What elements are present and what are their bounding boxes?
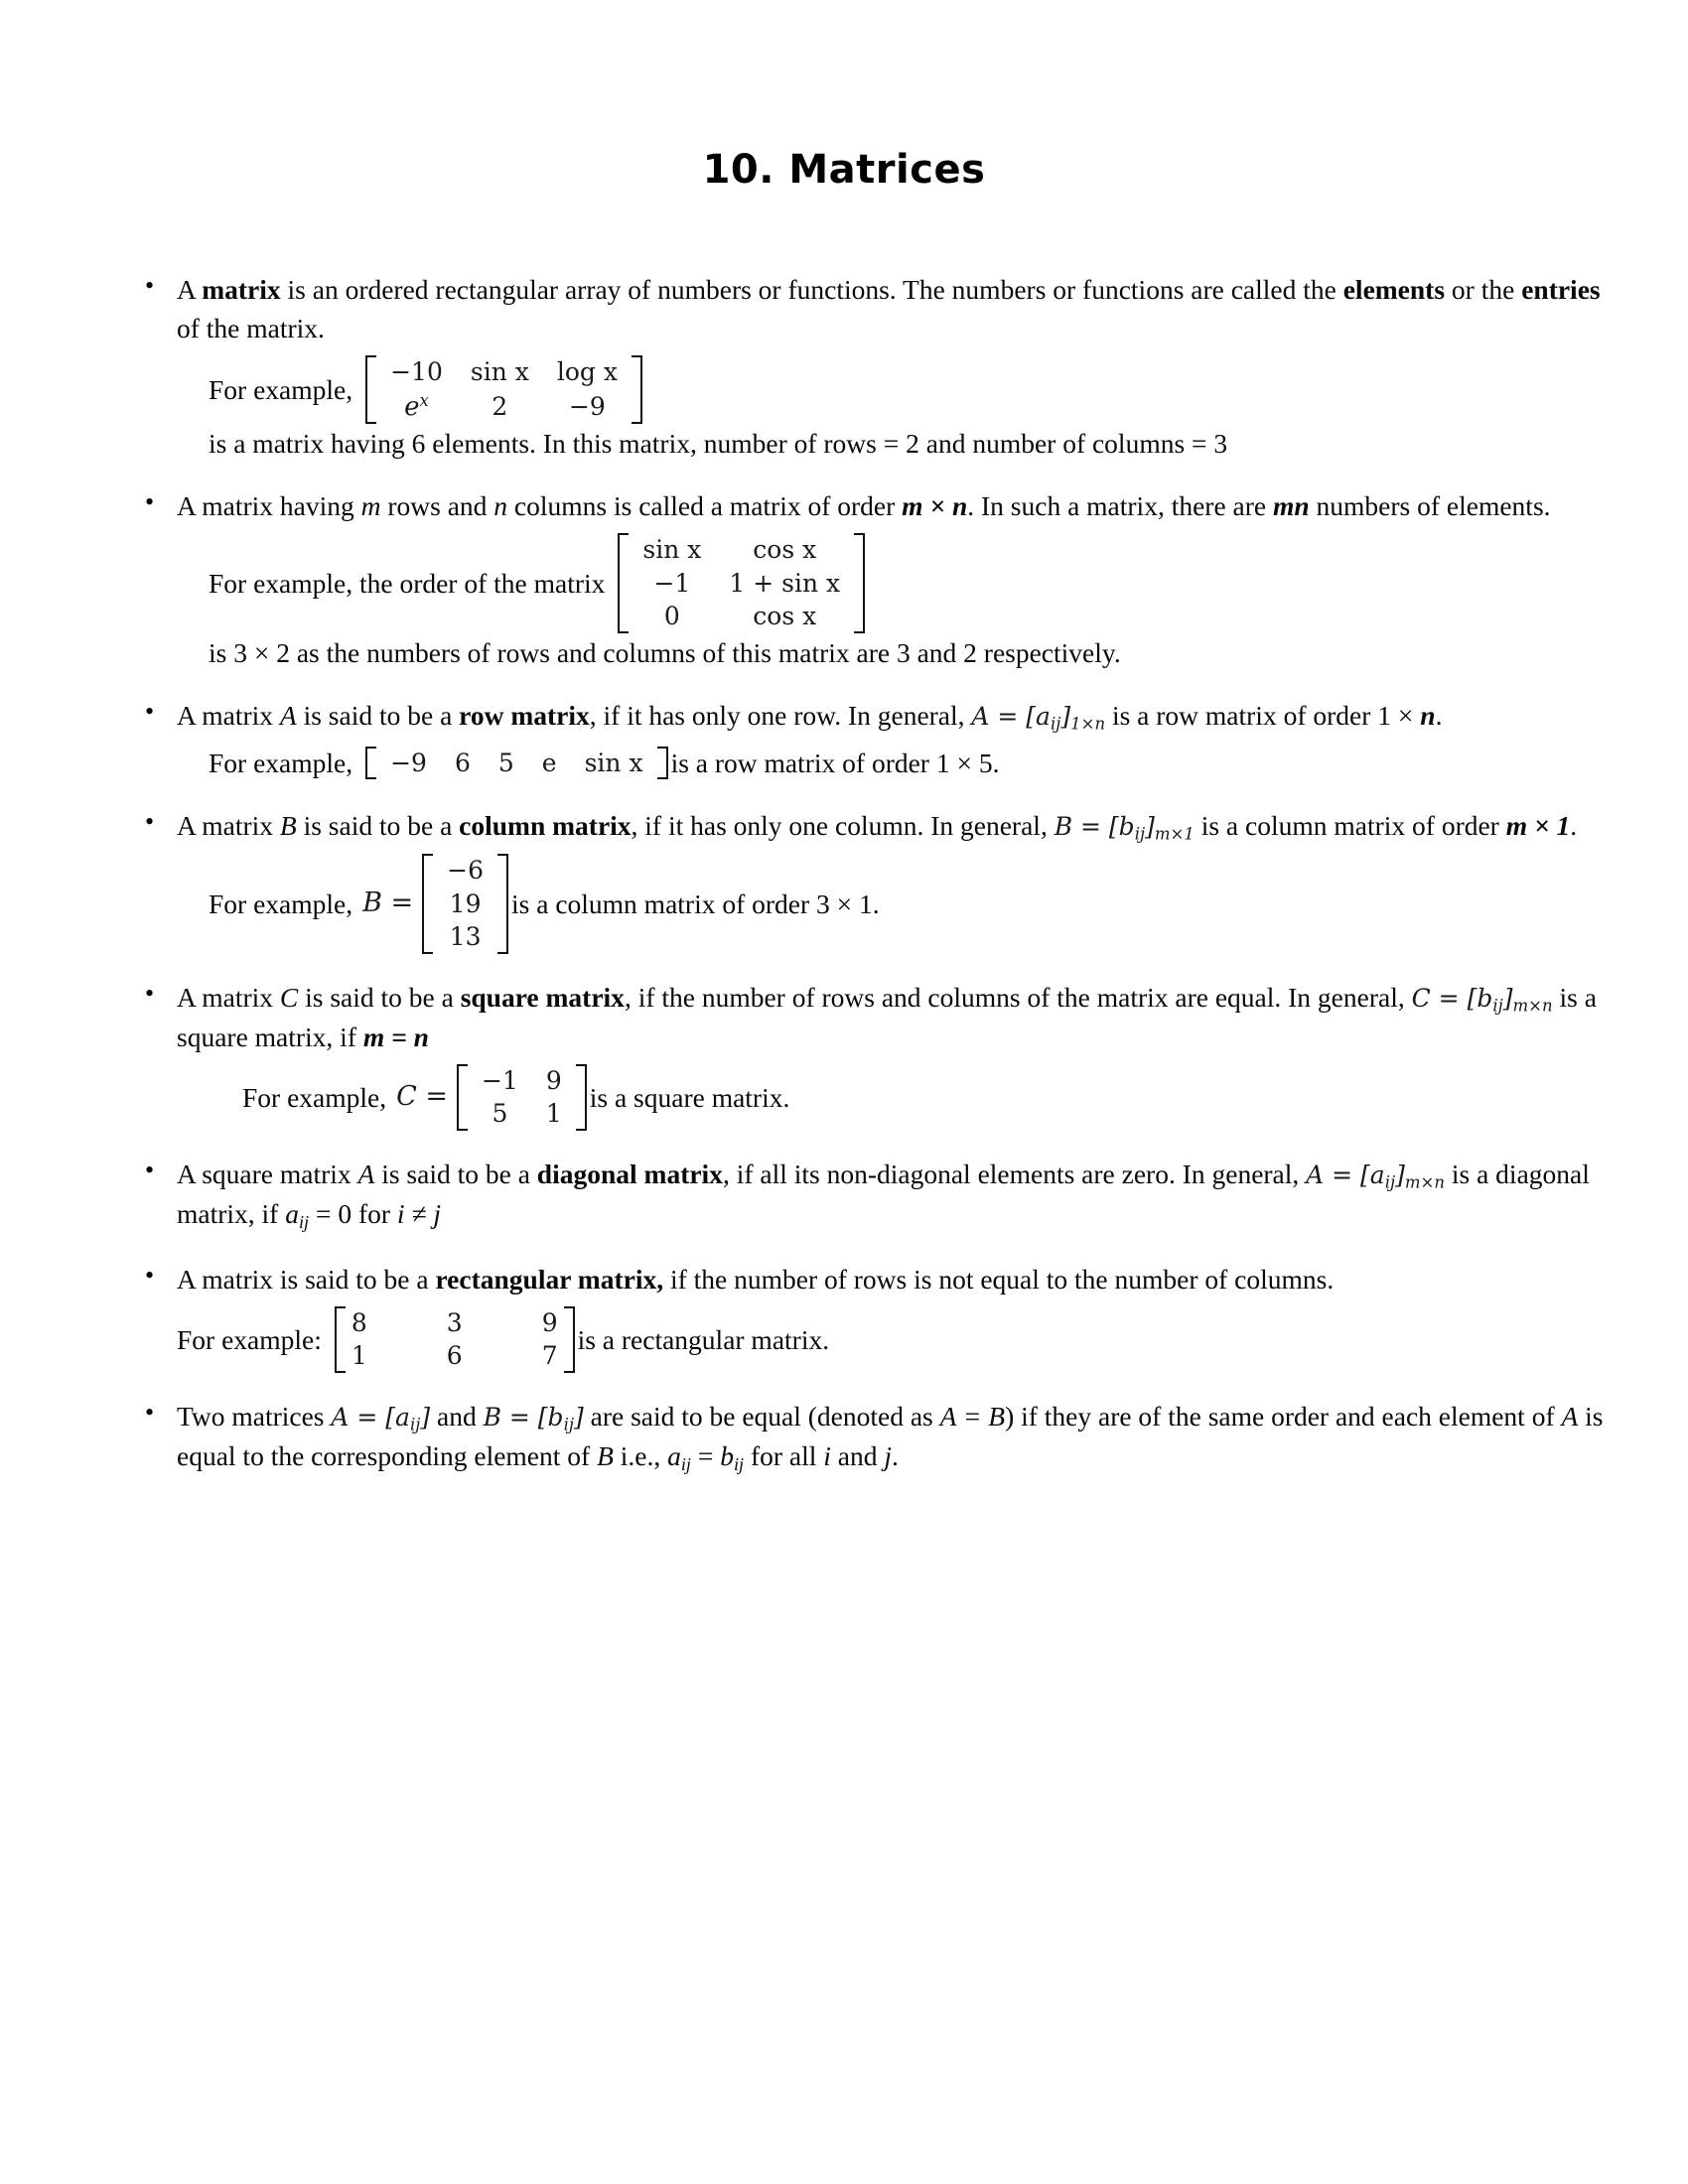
order-example-tail: is 3 × 2 as the numbers of rows and columns of this matrix are 3 and 2 respectively. (209, 636, 1121, 668)
order-example (177, 533, 1609, 672)
expr-B-close: ] (573, 1402, 584, 1432)
column-matrix-var-B: B (279, 810, 297, 842)
example-label-1: For example, (209, 374, 353, 406)
matrix-1 (376, 355, 632, 424)
matrix-cell: 2 (492, 391, 508, 421)
bullet-order (139, 486, 1609, 672)
equal-matrices-text-d: ) if they are of the same order and each element of (1005, 1400, 1562, 1432)
equal-eq-b-sub: ij (733, 1453, 745, 1474)
diagonal-matrix-var-A: A (357, 1158, 375, 1189)
matrix-1-brackets (365, 355, 642, 424)
row-matrix-example-tail: is a row matrix of order 1 × 5. (670, 748, 1000, 778)
row-matrix-term: row matrix (459, 699, 590, 731)
example-label-5: For example, (242, 1081, 387, 1113)
matrix-cell-base: e (404, 391, 420, 422)
rectangular-matrix-example (177, 1306, 1609, 1373)
matrix-cell: −1 (653, 568, 691, 598)
matrix-row (346, 1306, 564, 1340)
matrix-cell: cos x (753, 602, 817, 631)
diagonal-matrix-text-d: is a diagonal matrix, if (177, 1158, 1590, 1229)
notes-bullet-list (139, 270, 1609, 1477)
equal-expr-B (484, 1403, 584, 1432)
matrix-cell: 8 (351, 1307, 367, 1337)
column-matrix-text (177, 806, 1609, 846)
bracket-left-icon (365, 747, 376, 780)
square-matrix-term: square matrix (460, 981, 625, 1013)
matrix-row (468, 1064, 576, 1098)
square-matrix-example (177, 1064, 1609, 1131)
matrix-cell (376, 389, 457, 425)
rectangular-matrix-text (177, 1260, 1609, 1298)
definition-term-entries: entries (1521, 274, 1601, 305)
matrix-rectangular (346, 1306, 564, 1373)
equal-matrices-var-i: i (823, 1439, 831, 1471)
column-matrix-eq-label: B = (362, 887, 414, 919)
matrix-cell: sin x (584, 748, 643, 777)
matrix-cell: 0 (663, 602, 680, 631)
equal-matrices-text-b: and (430, 1400, 484, 1432)
square-matrix-var-C: C (279, 981, 299, 1013)
matrix-cell: 7 (541, 1341, 558, 1371)
bracket-right-icon (657, 747, 668, 780)
square-matrix-text-b: is said to be a (298, 981, 461, 1013)
diagonal-matrix-general-expr (1306, 1160, 1445, 1192)
matrix-cell: 6 (446, 1341, 463, 1371)
definition-example-tail: is a matrix having 6 elements. In this matrix, number of rows = 2 and number of columns = 3 (209, 428, 1228, 460)
document-content (0, 270, 1688, 1477)
matrix-row (376, 355, 632, 389)
bracket-right-icon (854, 533, 865, 633)
general-expr-base: C = [b (1411, 983, 1493, 1013)
expr-A-sub: ij (409, 1415, 421, 1434)
matrix-row (433, 854, 497, 887)
example-label-2: For example, the order of the matrix (209, 568, 606, 600)
matrix-cell: −9 (568, 391, 606, 421)
bracket-right-icon (632, 355, 642, 424)
equal-matrices-text-c: are said to be equal (denoted as (583, 1400, 940, 1432)
square-matrix-text-c: , if the number of rows and columns of the matrix are equal. In general, (624, 981, 1412, 1013)
matrix-cell: sin x (642, 535, 702, 565)
matrix-cell: 5 (492, 1099, 508, 1129)
order-mn: mn (1272, 490, 1310, 522)
general-expr-sub: ij (1050, 714, 1061, 734)
equal-eq-mid: = (690, 1439, 721, 1471)
matrix-cell: sin x (470, 357, 529, 387)
rectangular-matrix-text-a: A matrix is said to be a (177, 1263, 436, 1295)
order-text-c: columns is called a matrix of order (507, 490, 903, 522)
row-matrix-brackets (365, 747, 667, 780)
general-expr-close: ] (1395, 1160, 1405, 1189)
row-matrix-text-e: . (1435, 699, 1443, 731)
order-text-b: rows and (380, 490, 494, 522)
bracket-left-icon (422, 854, 433, 954)
general-expr-close: ] (1502, 983, 1513, 1013)
general-expr-base: A = [a (971, 701, 1051, 731)
diagonal-cond-sub: ij (298, 1211, 310, 1232)
equal-matrices-var-j: j (884, 1439, 892, 1471)
matrix-cell: 9 (545, 1065, 562, 1095)
equal-matrices-text-e: is equal to the corresponding element of (177, 1400, 1604, 1471)
diagonal-cond-base: a (285, 1197, 299, 1229)
general-expr-sub: ij (1384, 1172, 1396, 1192)
column-matrix-text-a: A matrix (177, 810, 280, 842)
matrix-cell: 13 (449, 922, 482, 952)
matrix-row (346, 1339, 564, 1373)
column-matrix-order: m × 1 (1505, 810, 1571, 842)
example-label-4: For example, (209, 887, 353, 919)
column-matrix-text-c: , if it has only one column. In general, (631, 810, 1055, 842)
square-matrix-text (177, 978, 1609, 1056)
diagonal-matrix-text-c: , if all its non-diagonal elements are zero. In general, (722, 1158, 1307, 1189)
general-expr-order: m×n (1512, 996, 1553, 1016)
general-expr-sub: ij (1134, 824, 1146, 844)
definition-term-matrix: matrix (202, 274, 281, 305)
definition-text-d: of the matrix. (177, 313, 325, 344)
matrix-cell: cos x (753, 535, 817, 565)
square-matrix-text-d: is a square matrix, if (177, 981, 1597, 1052)
equal-matrices-text (177, 1397, 1609, 1478)
matrix-row (629, 567, 854, 601)
row-matrix-example (177, 744, 1609, 782)
example-label-7: For example: (177, 1323, 322, 1355)
matrix-row (629, 533, 854, 567)
bracket-left-icon (457, 1064, 468, 1131)
order-text (177, 486, 1609, 525)
definition-text (177, 270, 1609, 347)
matrix-column-vector (433, 854, 497, 954)
general-expr-base: A = [a (1306, 1160, 1385, 1189)
bracket-left-icon (365, 355, 376, 424)
row-matrix-text (177, 696, 1609, 736)
rectangular-matrix-text-b: if the number of rows is not equal to the number of columns. (663, 1263, 1335, 1295)
bullet-definition (139, 270, 1609, 463)
square-matrix-general-expr (1411, 983, 1553, 1016)
general-expr-order: m×1 (1154, 824, 1195, 844)
rectangular-matrix-term: rectangular matrix, (435, 1263, 664, 1295)
bracket-left-icon (618, 533, 629, 633)
general-expr-close: ] (1145, 812, 1155, 842)
bullet-square-matrix (139, 978, 1609, 1131)
definition-text-a: A (177, 274, 203, 305)
matrix-cell: 1 (545, 1099, 562, 1129)
order-text-d: . In such a matrix, there are (967, 490, 1273, 522)
matrix-cell: −9 (390, 748, 427, 777)
matrix-row (376, 389, 632, 425)
row-matrix-text-d: is a row matrix of order 1 × (1105, 699, 1421, 731)
diagonal-cond-mid: = 0 for (309, 1197, 397, 1229)
matrix-cell-exponent: x (419, 390, 429, 410)
column-matrix-term: column matrix (459, 810, 632, 842)
equal-eq-a-sub: ij (680, 1453, 691, 1474)
row-matrix-var-A: A (279, 699, 297, 731)
equal-matrices-text-g: for all (744, 1439, 824, 1471)
matrix-7-brackets (335, 1306, 575, 1373)
equal-expr-A (331, 1403, 430, 1432)
column-matrix-text-d: is a column matrix of order (1194, 810, 1506, 842)
column-matrix-text-b: is said to be a (296, 810, 460, 842)
general-expr-close: ] (1060, 701, 1071, 731)
equal-eq-b: b (720, 1439, 734, 1471)
general-expr-base: B = [b (1054, 812, 1135, 842)
rectangular-matrix-example-tail: is a rectangular matrix. (577, 1323, 830, 1355)
matrix-4-brackets (422, 854, 508, 954)
matrix-cell: 1 (351, 1341, 367, 1371)
diagonal-matrix-text-a: A square matrix (177, 1158, 358, 1189)
expr-A-close: ] (420, 1402, 431, 1432)
bracket-right-icon (497, 854, 508, 954)
matrix-cell: −10 (390, 357, 443, 387)
matrix-cell: 6 (454, 748, 471, 777)
diagonal-matrix-text (177, 1155, 1609, 1236)
general-expr-order: m×n (1404, 1172, 1445, 1192)
equal-matrices-var-A: A (1561, 1400, 1579, 1432)
matrix-cell: 9 (541, 1307, 558, 1337)
row-matrix-text-a: A matrix (177, 699, 280, 731)
column-matrix-example (177, 854, 1609, 954)
square-matrix-condition: m = n (362, 1021, 429, 1052)
expr-A-base: A = [a (331, 1402, 410, 1432)
definition-term-elements: elements (1342, 274, 1446, 305)
definition-example (177, 355, 1609, 463)
bracket-left-icon (335, 1306, 346, 1373)
bullet-column-matrix (139, 806, 1609, 954)
bullet-rectangular-matrix (139, 1260, 1609, 1373)
definition-text-c: or the (1445, 274, 1522, 305)
bracket-right-icon (564, 1306, 575, 1373)
matrix-row (376, 747, 656, 780)
matrix-square (468, 1064, 576, 1131)
column-matrix-text-e: . (1570, 810, 1578, 842)
equal-matrices-text-h: and (830, 1439, 885, 1471)
row-matrix-general-expr (971, 701, 1106, 734)
diagonal-cond-tail: i ≠ j (396, 1197, 442, 1229)
equal-matrices-text-f: i.e., (613, 1439, 668, 1471)
bullet-equal-matrices (139, 1397, 1609, 1478)
example-label-3: For example, (209, 748, 353, 778)
matrix-row-vector (376, 747, 656, 780)
equal-matrices-denote: A = B (939, 1400, 1006, 1432)
column-matrix-example-tail: is a column matrix of order 3 × 1. (511, 887, 880, 919)
order-text-e: numbers of elements. (1309, 490, 1551, 522)
order-var-m: m (360, 490, 381, 522)
row-matrix-order-n: n (1420, 699, 1436, 731)
matrix-row (629, 600, 854, 633)
order-expression: m × n (902, 490, 968, 522)
square-matrix-text-a: A matrix (177, 981, 280, 1013)
page-title: 10. Matrices (702, 147, 986, 193)
row-matrix-text-c: , if it has only one row. In general, (589, 699, 972, 731)
equal-matrices-text-a: Two matrices (177, 1400, 332, 1432)
bracket-right-icon (576, 1064, 587, 1131)
matrix-cell: 5 (497, 748, 514, 777)
row-matrix-text-b: is said to be a (296, 699, 460, 731)
equal-matrices-text-i: . (892, 1439, 899, 1471)
matrix-cell: −6 (447, 856, 485, 886)
square-matrix-eq-label: C = (396, 1080, 448, 1112)
matrix-row (433, 887, 497, 921)
bullet-diagonal-matrix (139, 1155, 1609, 1236)
matrix-row (468, 1097, 576, 1131)
column-matrix-general-expr (1054, 812, 1195, 844)
equal-eq-a: a (667, 1439, 681, 1471)
matrix-cell: 3 (446, 1307, 463, 1337)
matrix-2 (629, 533, 854, 633)
general-expr-order: 1×n (1070, 714, 1106, 734)
order-var-n: n (493, 490, 508, 522)
matrix-5-brackets (457, 1064, 587, 1131)
diagonal-matrix-term: diagonal matrix (536, 1158, 723, 1189)
equal-matrices-var-B: B (597, 1439, 614, 1471)
expr-B-base: B = [b (483, 1402, 564, 1432)
diagonal-matrix-text-b: is said to be a (374, 1158, 537, 1189)
matrix-cell: e (541, 748, 557, 777)
bullet-row-matrix (139, 696, 1609, 782)
square-matrix-example-tail: is a square matrix. (589, 1081, 790, 1113)
expr-B-sub: ij (563, 1415, 574, 1434)
matrix-2-brackets (618, 533, 865, 633)
matrix-cell: 19 (449, 888, 482, 918)
matrix-cell: log x (556, 357, 618, 387)
order-text-a: A matrix having (177, 490, 361, 522)
general-expr-sub: ij (1492, 996, 1503, 1016)
matrix-row (433, 920, 497, 954)
definition-text-b: is an ordered rectangular array of numbers or functions. The numbers or functions are called the (280, 274, 1343, 305)
matrix-cell: −1 (481, 1065, 518, 1095)
matrix-cell: 1 + sin x (729, 568, 841, 598)
